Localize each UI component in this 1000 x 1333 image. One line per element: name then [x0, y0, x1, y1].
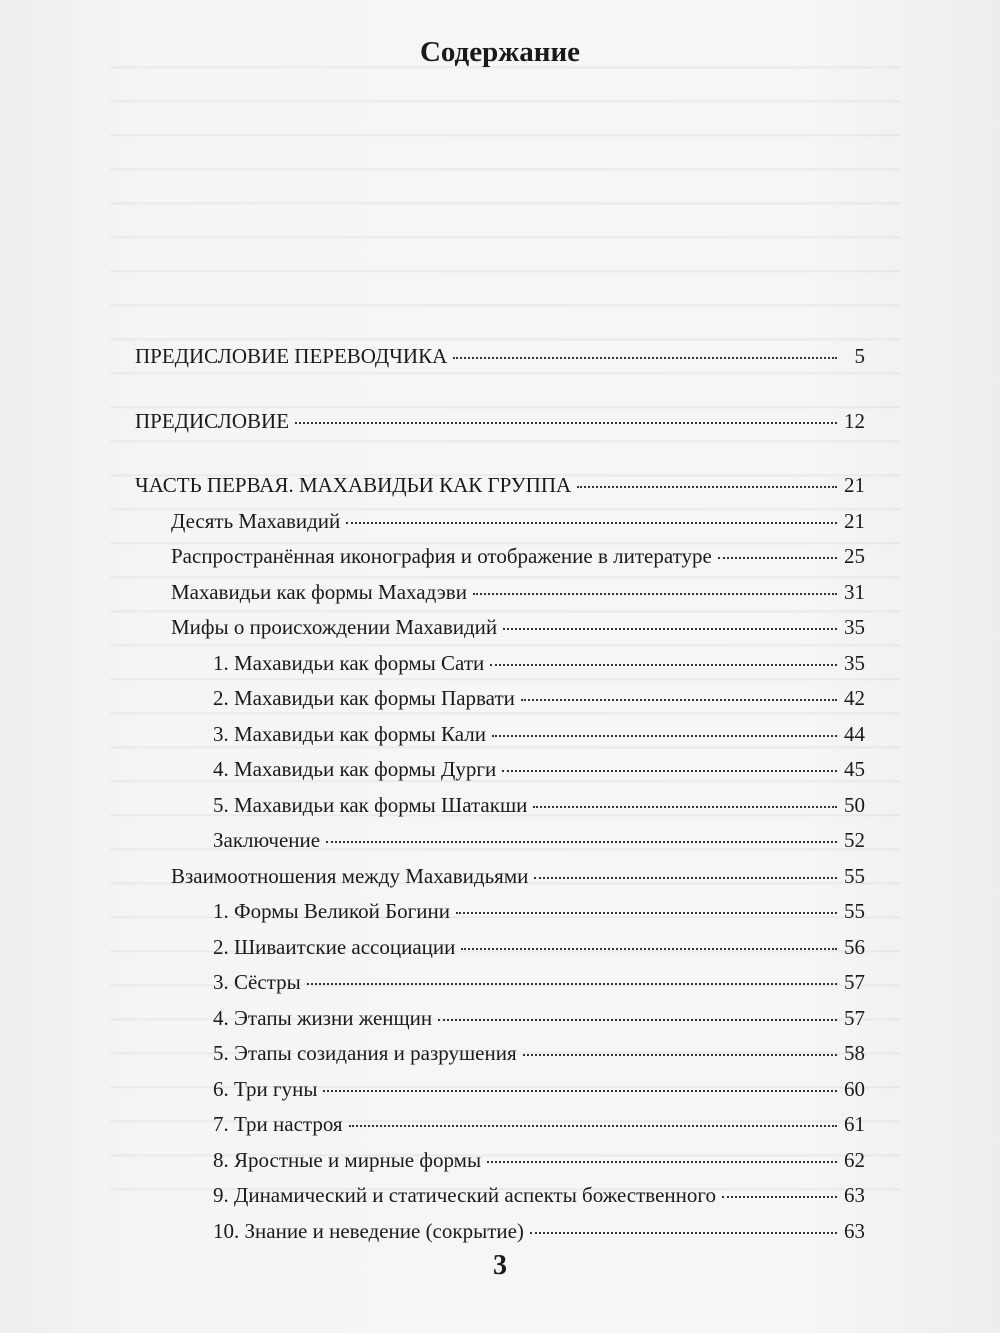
toc-entry	[213, 1072, 865, 1108]
toc-entry-label: 2. Махавидьи как формы Парвати	[213, 686, 515, 710]
dot-leader	[577, 485, 837, 488]
toc-entry	[213, 717, 865, 753]
dot-leader	[534, 876, 837, 879]
dot-leader	[722, 1195, 837, 1198]
toc-entry-page: 56	[844, 934, 865, 959]
toc-entry-page: 12	[844, 408, 865, 433]
toc-entry-label: 5. Махавидьи как формы Шатакши	[213, 792, 528, 817]
dot-leader	[307, 982, 837, 985]
toc-entry-label: Заключение	[213, 828, 321, 852]
toc-entry-page: 55	[844, 863, 865, 888]
toc-entry-label: 5. Этапы созидания и разрушения	[213, 1041, 517, 1065]
toc-entry-label: ПРЕДИСЛОВИЕ	[135, 408, 290, 433]
toc-entry-label: 1. Формы Великой Богини	[213, 899, 450, 923]
toc-entry-page: 25	[844, 544, 865, 568]
toc-entry	[171, 504, 865, 540]
toc-entry-label: 6. Три гуны	[213, 1076, 318, 1101]
toc-entry-label: 2. Шиваитские ассоциации	[213, 934, 456, 959]
toc-entry-page: 50	[844, 792, 865, 817]
dot-leader	[502, 769, 837, 772]
toc-entry-page: 21	[844, 473, 865, 497]
dot-leader	[473, 592, 837, 595]
dot-leader	[487, 1160, 837, 1163]
toc-entry-label: Мифы о происхождении Махавидий	[171, 615, 498, 639]
toc-entry	[213, 681, 865, 717]
toc-entry	[213, 930, 865, 966]
dot-leader	[503, 627, 837, 630]
toc-entry-page: 52	[844, 828, 865, 852]
dot-leader	[521, 698, 837, 701]
toc-entry	[213, 894, 865, 930]
toc-entry-page: 62	[844, 1147, 865, 1172]
dot-leader	[438, 1018, 837, 1021]
dot-leader	[453, 356, 837, 359]
toc-entry	[135, 468, 865, 504]
toc-entry	[213, 752, 865, 788]
toc-entry-label: 4. Махавидьи как формы Дурги	[213, 757, 497, 781]
toc-entry	[213, 1143, 865, 1179]
toc-entry-page: 63	[844, 1183, 865, 1207]
toc-entry-page: 5	[854, 344, 865, 368]
toc-entry-page: 35	[844, 615, 865, 639]
toc-entry	[135, 404, 865, 440]
toc-entry	[213, 646, 865, 682]
toc-entry	[213, 1214, 865, 1250]
toc-entry	[213, 823, 865, 859]
dot-leader	[349, 1124, 837, 1127]
dot-leader	[523, 1053, 837, 1056]
toc-entry-label: 3. Сёстры	[213, 970, 301, 994]
dot-leader	[718, 556, 837, 559]
toc-entry	[213, 788, 865, 824]
toc-entry-label: 10. Знание и неведение (сокрытие)	[213, 1218, 524, 1243]
toc-entry-page: 60	[844, 1076, 865, 1101]
toc-entry-label: 3. Махавидьи как формы Кали	[213, 721, 486, 746]
toc-entry-label: Распространённая иконография и отображение в литературе	[171, 544, 712, 568]
toc-entry	[171, 859, 865, 895]
toc-entry	[171, 575, 865, 611]
toc-entry	[213, 1036, 865, 1072]
toc-entry-label: 8. Яростные и мирные формы	[213, 1147, 482, 1172]
toc-entry-label: 4. Этапы жизни женщин	[213, 1005, 433, 1030]
toc-entry-label: ЧАСТЬ ПЕРВАЯ. МАХАВИДЬИ КАК ГРУППА	[135, 473, 572, 497]
toc-entry-label: 1. Махавидьи как формы Сати	[213, 650, 485, 675]
dot-leader	[490, 663, 837, 666]
dot-leader	[323, 1089, 837, 1092]
toc-entry	[213, 965, 865, 1001]
toc-entry	[213, 1178, 865, 1214]
toc-entry-page: 58	[844, 1041, 865, 1065]
dot-leader	[456, 911, 837, 914]
toc-entry-page: 42	[844, 686, 865, 710]
dot-leader	[461, 947, 837, 950]
dot-leader	[533, 805, 837, 808]
table-of-contents	[135, 339, 865, 1249]
dot-leader	[492, 734, 837, 737]
toc-entry	[213, 1001, 865, 1037]
toc-entry-page: 61	[844, 1112, 865, 1136]
page-number: 3	[493, 1250, 507, 1281]
dot-leader	[346, 521, 837, 524]
toc-entry-page: 21	[844, 508, 865, 533]
toc-entry-page: 44	[844, 721, 865, 746]
toc-entry-label: 9. Динамический и статический аспекты божественного	[213, 1183, 716, 1207]
toc-entry-page: 57	[844, 970, 865, 994]
toc-entry-label: 7. Три настроя	[213, 1112, 343, 1136]
page-title: Содержание	[419, 36, 581, 68]
toc-entry-label: Взаимоотношения между Махавидьями	[171, 863, 529, 888]
toc-entry-label: Десять Махавидий	[171, 508, 341, 533]
toc-entry-page: 55	[844, 899, 865, 923]
toc-entry-page: 63	[844, 1218, 865, 1243]
toc-entry	[171, 539, 865, 575]
toc-entry	[171, 610, 865, 646]
toc-entry	[135, 339, 865, 375]
toc-entry-label: Махавидьи как формы Махадэви	[171, 579, 467, 604]
dot-leader	[326, 840, 837, 843]
dot-leader	[530, 1231, 837, 1234]
dot-leader	[295, 421, 837, 424]
toc-entry-page: 31	[844, 579, 865, 604]
toc-entry	[213, 1107, 865, 1143]
toc-entry-page: 45	[844, 757, 865, 781]
toc-entry-label: ПРЕДИСЛОВИЕ ПЕРЕВОДЧИКА	[135, 344, 448, 368]
toc-entry-page: 57	[844, 1005, 865, 1030]
toc-entry-page: 35	[844, 650, 865, 675]
